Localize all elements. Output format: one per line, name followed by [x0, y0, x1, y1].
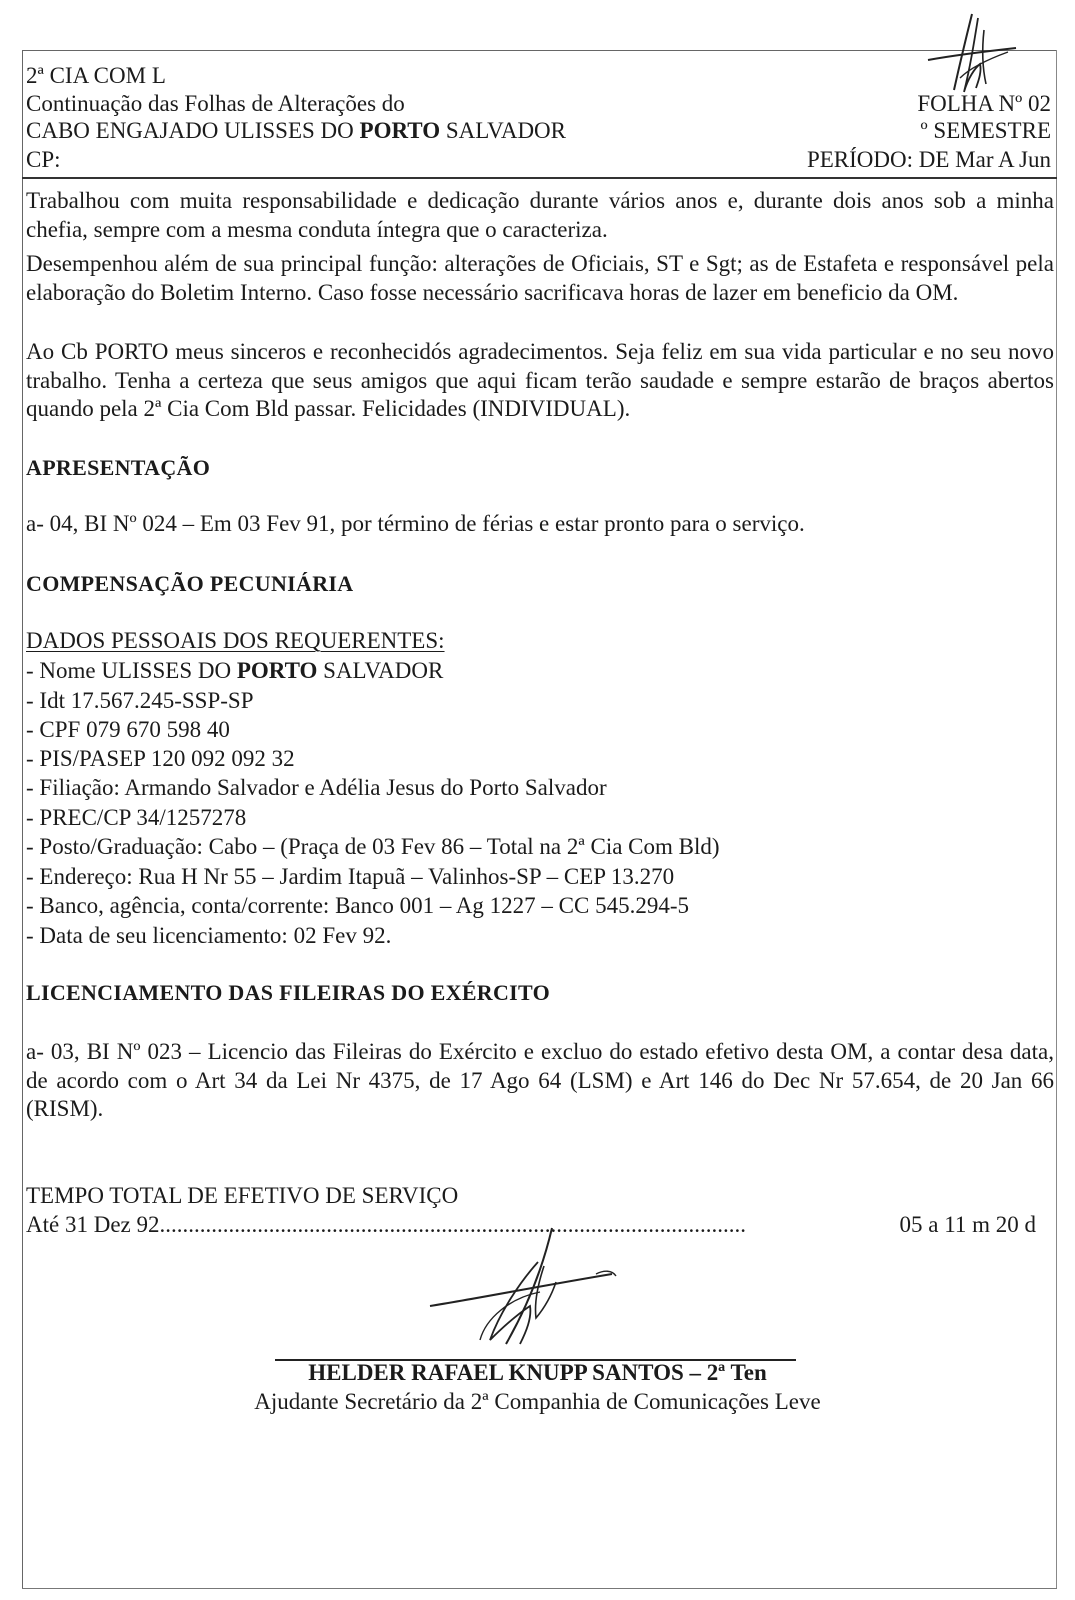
frame-right-border: [1056, 50, 1057, 1588]
dados-item: - PREC/CP 34/1257278: [26, 805, 247, 830]
paragraph-thanks: Ao Cb PORTO meus sinceros e reconhecidós agradecimentos. Seja feliz em sua vida particular e no seu novo trabalho. Tenha a certeza que seus amigos que aqui ficam terão saudade e sempre estarão de braços abertos quando pela 2ª Cia Com Bld passar. Felicidades (INDIVIDUAL).: [26, 339, 1054, 421]
tempo-until: Até 31 Dez 92: [26, 1212, 160, 1237]
frame-left-border: [22, 50, 23, 1588]
paragraph-conduct: Trabalhou com muita responsabilidade e dedicação durante vários anos e, durante dois anos sob a minha chefia, sempre com a mesma conduta íntegra que o caracteriza.: [26, 188, 1054, 242]
semester-label: º SEMESTRE: [920, 118, 1051, 143]
handwritten-signature-icon: [420, 1222, 640, 1357]
apresentacao-text: a- 04, BI Nº 024 – Em 03 Fev 91, por término de férias e estar pronto para o serviço.: [26, 511, 805, 536]
tempo-dots: ......................................................................................................: [159, 1212, 746, 1237]
paragraph-duties: Desempenhou além de sua principal função: alterações de Oficiais, ST e Sgt; as de Estafeta e responsável pela elaboração do Boletim Interno. Caso fosse necessário sacrificava horas de lazer em beneficio da OM.: [26, 251, 1054, 305]
unit-name: 2ª CIA COM L: [26, 63, 166, 88]
tempo-title: TEMPO TOTAL DE EFETIVO DE SERVIÇO: [26, 1183, 459, 1208]
dados-item: - Posto/Graduação: Cabo – (Praça de 03 Fev 86 – Total na 2ª Cia Com Bld): [26, 834, 720, 859]
period-label: PERÍODO: DE Mar A Jun: [806, 147, 1051, 172]
cp-label: CP:: [26, 147, 61, 172]
surname-bold: PORTO: [359, 118, 441, 143]
rank-suffix: SALVADOR: [440, 118, 566, 143]
nome-suffix: SALVADOR: [317, 658, 444, 683]
dados-item: - Idt 17.567.245-SSP-SP: [26, 688, 254, 713]
initials-signature-icon: [920, 8, 1030, 98]
apresentacao-heading: APRESENTAÇÃO: [26, 455, 211, 480]
continuation-line: Continuação das Folhas de Alterações do: [26, 91, 405, 116]
dados-item: - Banco, agência, conta/corrente: Banco 001 – Ag 1227 – CC 545.294-5: [26, 893, 690, 918]
nome-bold: PORTO: [236, 658, 318, 683]
dados-pessoais-heading: DADOS PESSOAIS DOS REQUERENTES:: [26, 628, 445, 653]
frame-top-border: [22, 50, 1057, 51]
tempo-line: [26, 1211, 1036, 1239]
compensacao-heading: COMPENSAÇÃO PECUNIÁRIA: [26, 571, 354, 596]
dados-item: - Filiação: Armando Salvador e Adélia Jesus do Porto Salvador: [26, 775, 607, 800]
nome-prefix: - Nome ULISSES DO: [26, 658, 237, 683]
tempo-total: 05 a 11 m 20 d: [899, 1212, 1036, 1237]
dados-item: - CPF 079 670 598 40: [26, 717, 230, 742]
licenciamento-text: a- 03, BI Nº 023 – Licencio das Fileiras do Exército e excluo do estado efetivo desta OM, a contar desa data, de acordo com o Art 34 da Lei Nr 4375, de 17 Ago 64 (LSM) e Art 146 do Dec Nr 57.654, de 20 Jan 66 (RISM).: [26, 1039, 1054, 1121]
rank-prefix: CABO ENGAJADO ULISSES DO: [26, 118, 360, 143]
rank-name-line: [26, 117, 566, 145]
dados-item: - Endereço: Rua H Nr 55 – Jardim Itapuã – Valinhos-SP – CEP 13.270: [26, 864, 675, 889]
signatory-name: HELDER RAFAEL KNUPP SANTOS – 2ª Ten: [308, 1360, 767, 1385]
dados-item: - Data de seu licenciamento: 02 Fev 92.: [26, 923, 392, 948]
licenciamento-heading: LICENCIAMENTO DAS FILEIRAS DO EXÉRCITO: [26, 980, 551, 1005]
header-divider: [22, 177, 1057, 179]
signatory-role: Ajudante Secretário da 2ª Companhia de Comunicações Leve: [254, 1389, 821, 1414]
sheet-number: FOLHA Nº 02: [917, 91, 1051, 116]
frame-bottom-border: [22, 1588, 1057, 1589]
dados-item: - PIS/PASEP 120 092 092 32: [26, 746, 295, 771]
dados-nome: [26, 657, 443, 685]
